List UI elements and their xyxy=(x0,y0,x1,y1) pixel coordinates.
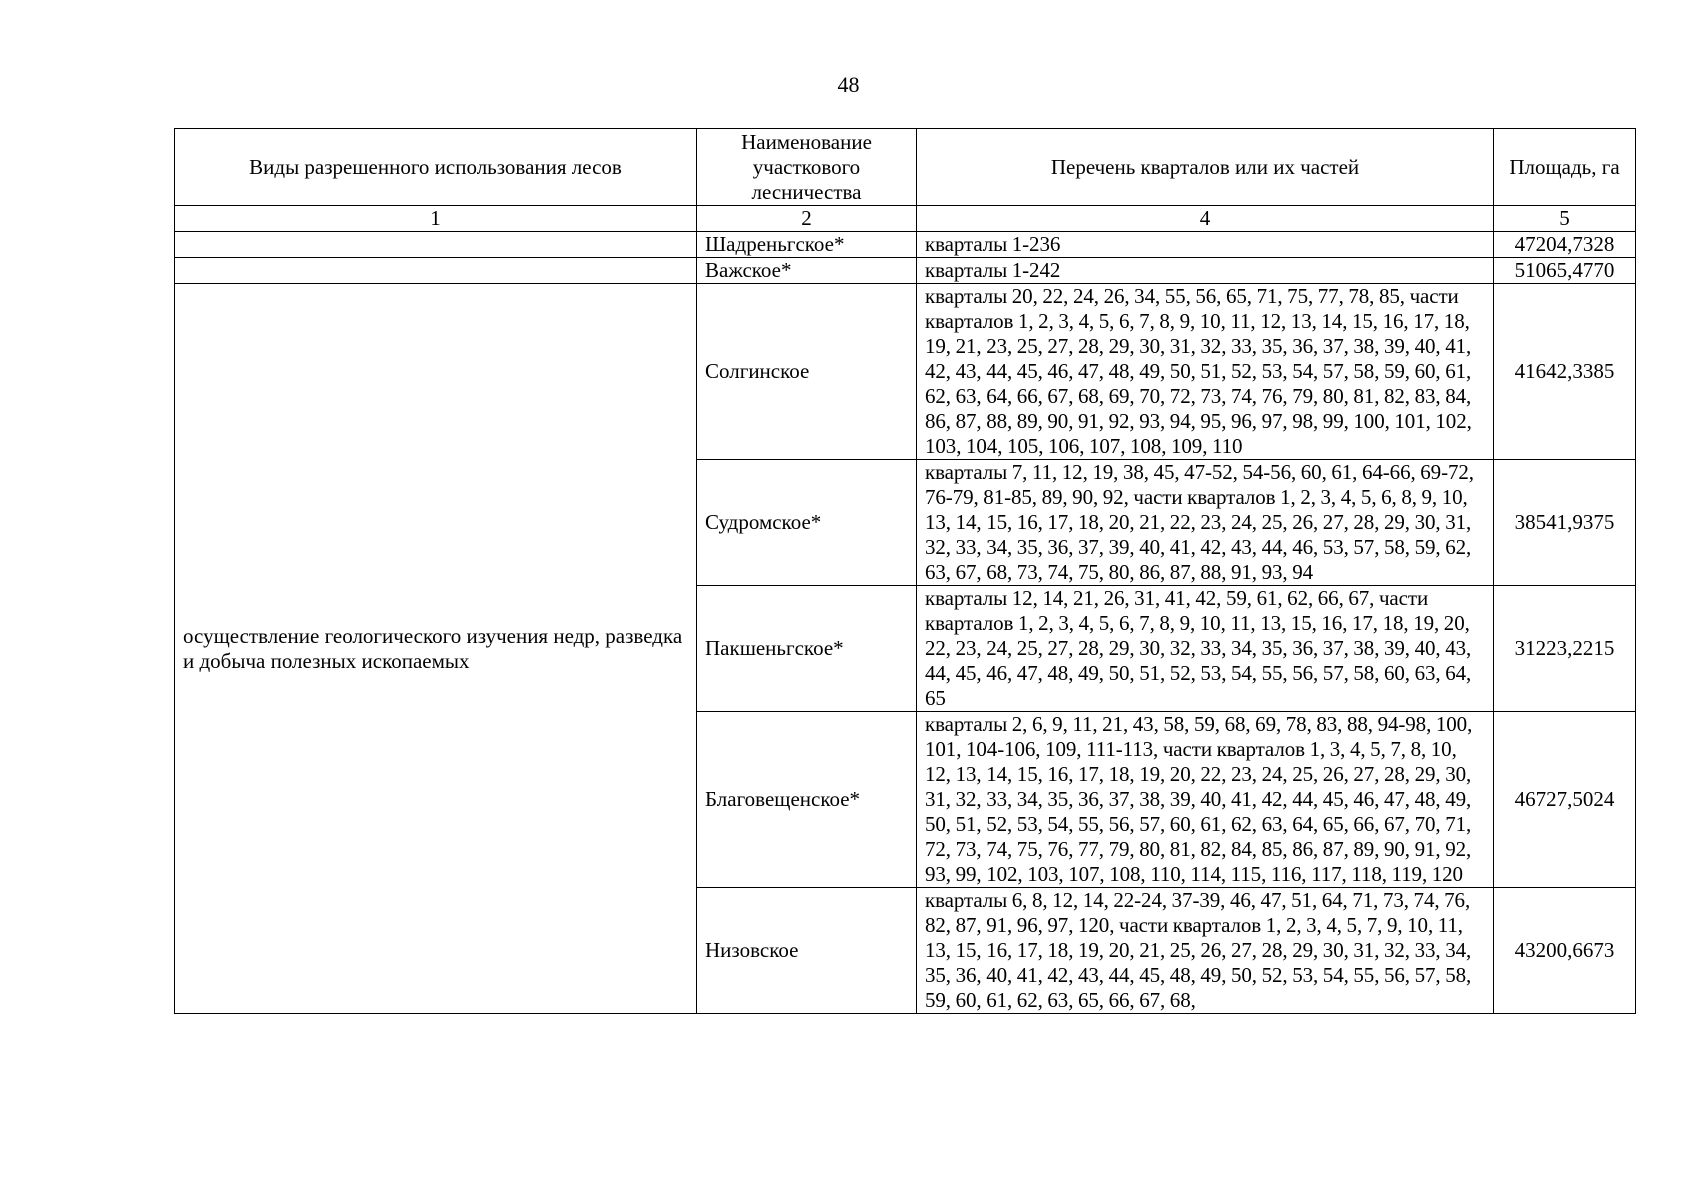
header-area: Площадь, га xyxy=(1494,129,1636,206)
column-number: 1 xyxy=(175,206,697,232)
table-header-row xyxy=(175,129,1636,206)
page-number: 48 xyxy=(837,72,860,97)
column-number: 5 xyxy=(1494,206,1636,232)
table-row xyxy=(175,258,1636,284)
forestry-cell: Пакшеньгское* xyxy=(697,586,917,712)
table-row xyxy=(175,232,1636,258)
area-cell: 47204,7328 xyxy=(1494,232,1636,258)
forestry-cell: Солгинское xyxy=(697,284,917,460)
forestry-cell: Низовское xyxy=(697,888,917,1014)
forestry-cell: Важское* xyxy=(697,258,917,284)
forestry-cell: Шадреньгское* xyxy=(697,232,917,258)
quarters-cell: кварталы 12, 14, 21, 26, 31, 41, 42, 59, 61, 62, 66, 67, части кварталов 1, 2, 3, 4, 5, 6, 7, 8, 9, 10, 11, 13, 15, 16, 17, 18, 19, 20, 22, 23, 24, 25, 27, 28, 29, 30, 32, 33, 34, 35, 36, 37, 38, 39, 40, 43, 44, 45, 46, 47, 48, 49, 50, 51, 52, 53, 54, 55, 56, 57, 58, 60, 63, 64, 65 xyxy=(917,586,1494,712)
forestry-cell: Судромское* xyxy=(697,460,917,586)
use-type-cell xyxy=(175,258,697,284)
quarters-cell: кварталы 20, 22, 24, 26, 34, 55, 56, 65, 71, 75, 77, 78, 85, части кварталов 1, 2, 3, 4, 5, 6, 7, 8, 9, 10, 11, 12, 13, 14, 15, 16, 17, 18, 19, 21, 23, 25, 27, 28, 29, 30, 31, 32, 33, 35, 36, 37, 38, 39, 40, 41, 42, 43, 44, 45, 46, 47, 48, 49, 50, 51, 52, 53, 54, 57, 58, 59, 60, 61, 62, 63, 64, 66, 67, 68, 69, 70, 72, 73, 74, 76, 79, 80, 81, 82, 83, 84, 86, 87, 88, 89, 90, 91, 92, 93, 94, 95, 96, 97, 98, 99, 100, 101, 102, 103, 104, 105, 106, 107, 108, 109, 110 xyxy=(917,284,1494,460)
quarters-cell: кварталы 1-242 xyxy=(917,258,1494,284)
header-forestry-name: Наименование участкового лесничества xyxy=(697,129,917,206)
use-type-cell: осуществление геологического изучения недр, разведка и добыча полезных ископаемых xyxy=(175,284,697,1014)
area-cell: 43200,6673 xyxy=(1494,888,1636,1014)
area-cell: 51065,4770 xyxy=(1494,258,1636,284)
area-cell: 31223,2215 xyxy=(1494,586,1636,712)
table-row xyxy=(175,284,1636,460)
column-number: 4 xyxy=(917,206,1494,232)
column-number: 2 xyxy=(697,206,917,232)
forestry-cell: Благовещенское* xyxy=(697,712,917,888)
area-cell: 41642,3385 xyxy=(1494,284,1636,460)
use-type-cell xyxy=(175,232,697,258)
quarters-cell: кварталы 1-236 xyxy=(917,232,1494,258)
quarters-cell: кварталы 2, 6, 9, 11, 21, 43, 58, 59, 68, 69, 78, 83, 88, 94-98, 100, 101, 104-106, 109, 111-113, части кварталов 1, 3, 4, 5, 7, 8, 10, 12, 13, 14, 15, 16, 17, 18, 19, 20, 22, 23, 24, 25, 26, 27, 28, 29, 30, 31, 32, 33, 34, 35, 36, 37, 38, 39, 40, 41, 42, 44, 45, 46, 47, 48, 49, 50, 51, 52, 53, 54, 55, 56, 57, 60, 61, 62, 63, 64, 65, 66, 67, 70, 71, 72, 73, 74, 75, 76, 77, 79, 80, 81, 82, 84, 85, 86, 87, 89, 90, 91, 92, 93, 99, 102, 103, 107, 108, 110, 114, 115, 116, 117, 118, 119, 120 xyxy=(917,712,1494,888)
forest-use-table xyxy=(174,128,1636,1014)
header-quarters-list: Перечень кварталов или их частей xyxy=(917,129,1494,206)
quarters-cell: кварталы 7, 11, 12, 19, 38, 45, 47-52, 54-56, 60, 61, 64-66, 69-72, 76-79, 81-85, 89, 90, 92, части кварталов 1, 2, 3, 4, 5, 6, 8, 9, 10, 13, 14, 15, 16, 17, 18, 20, 21, 22, 23, 24, 25, 26, 27, 28, 29, 30, 31, 32, 33, 34, 35, 36, 37, 39, 40, 41, 42, 43, 44, 46, 53, 57, 58, 59, 62, 63, 67, 68, 73, 74, 75, 80, 86, 87, 88, 91, 93, 94 xyxy=(917,460,1494,586)
area-cell: 46727,5024 xyxy=(1494,712,1636,888)
column-number-row xyxy=(175,206,1636,232)
quarters-cell: кварталы 6, 8, 12, 14, 22-24, 37-39, 46, 47, 51, 64, 71, 73, 74, 76, 82, 87, 91, 96, 97, 120, части кварталов 1, 2, 3, 4, 5, 7, 9, 10, 11, 13, 15, 16, 17, 18, 19, 20, 21, 25, 26, 27, 28, 29, 30, 31, 32, 33, 34, 35, 36, 40, 41, 42, 43, 44, 45, 48, 49, 50, 52, 53, 54, 55, 56, 57, 58, 59, 60, 61, 62, 63, 65, 66, 67, 68, xyxy=(917,888,1494,1014)
header-use-type: Виды разрешенного использования лесов xyxy=(175,129,697,206)
area-cell: 38541,9375 xyxy=(1494,460,1636,586)
